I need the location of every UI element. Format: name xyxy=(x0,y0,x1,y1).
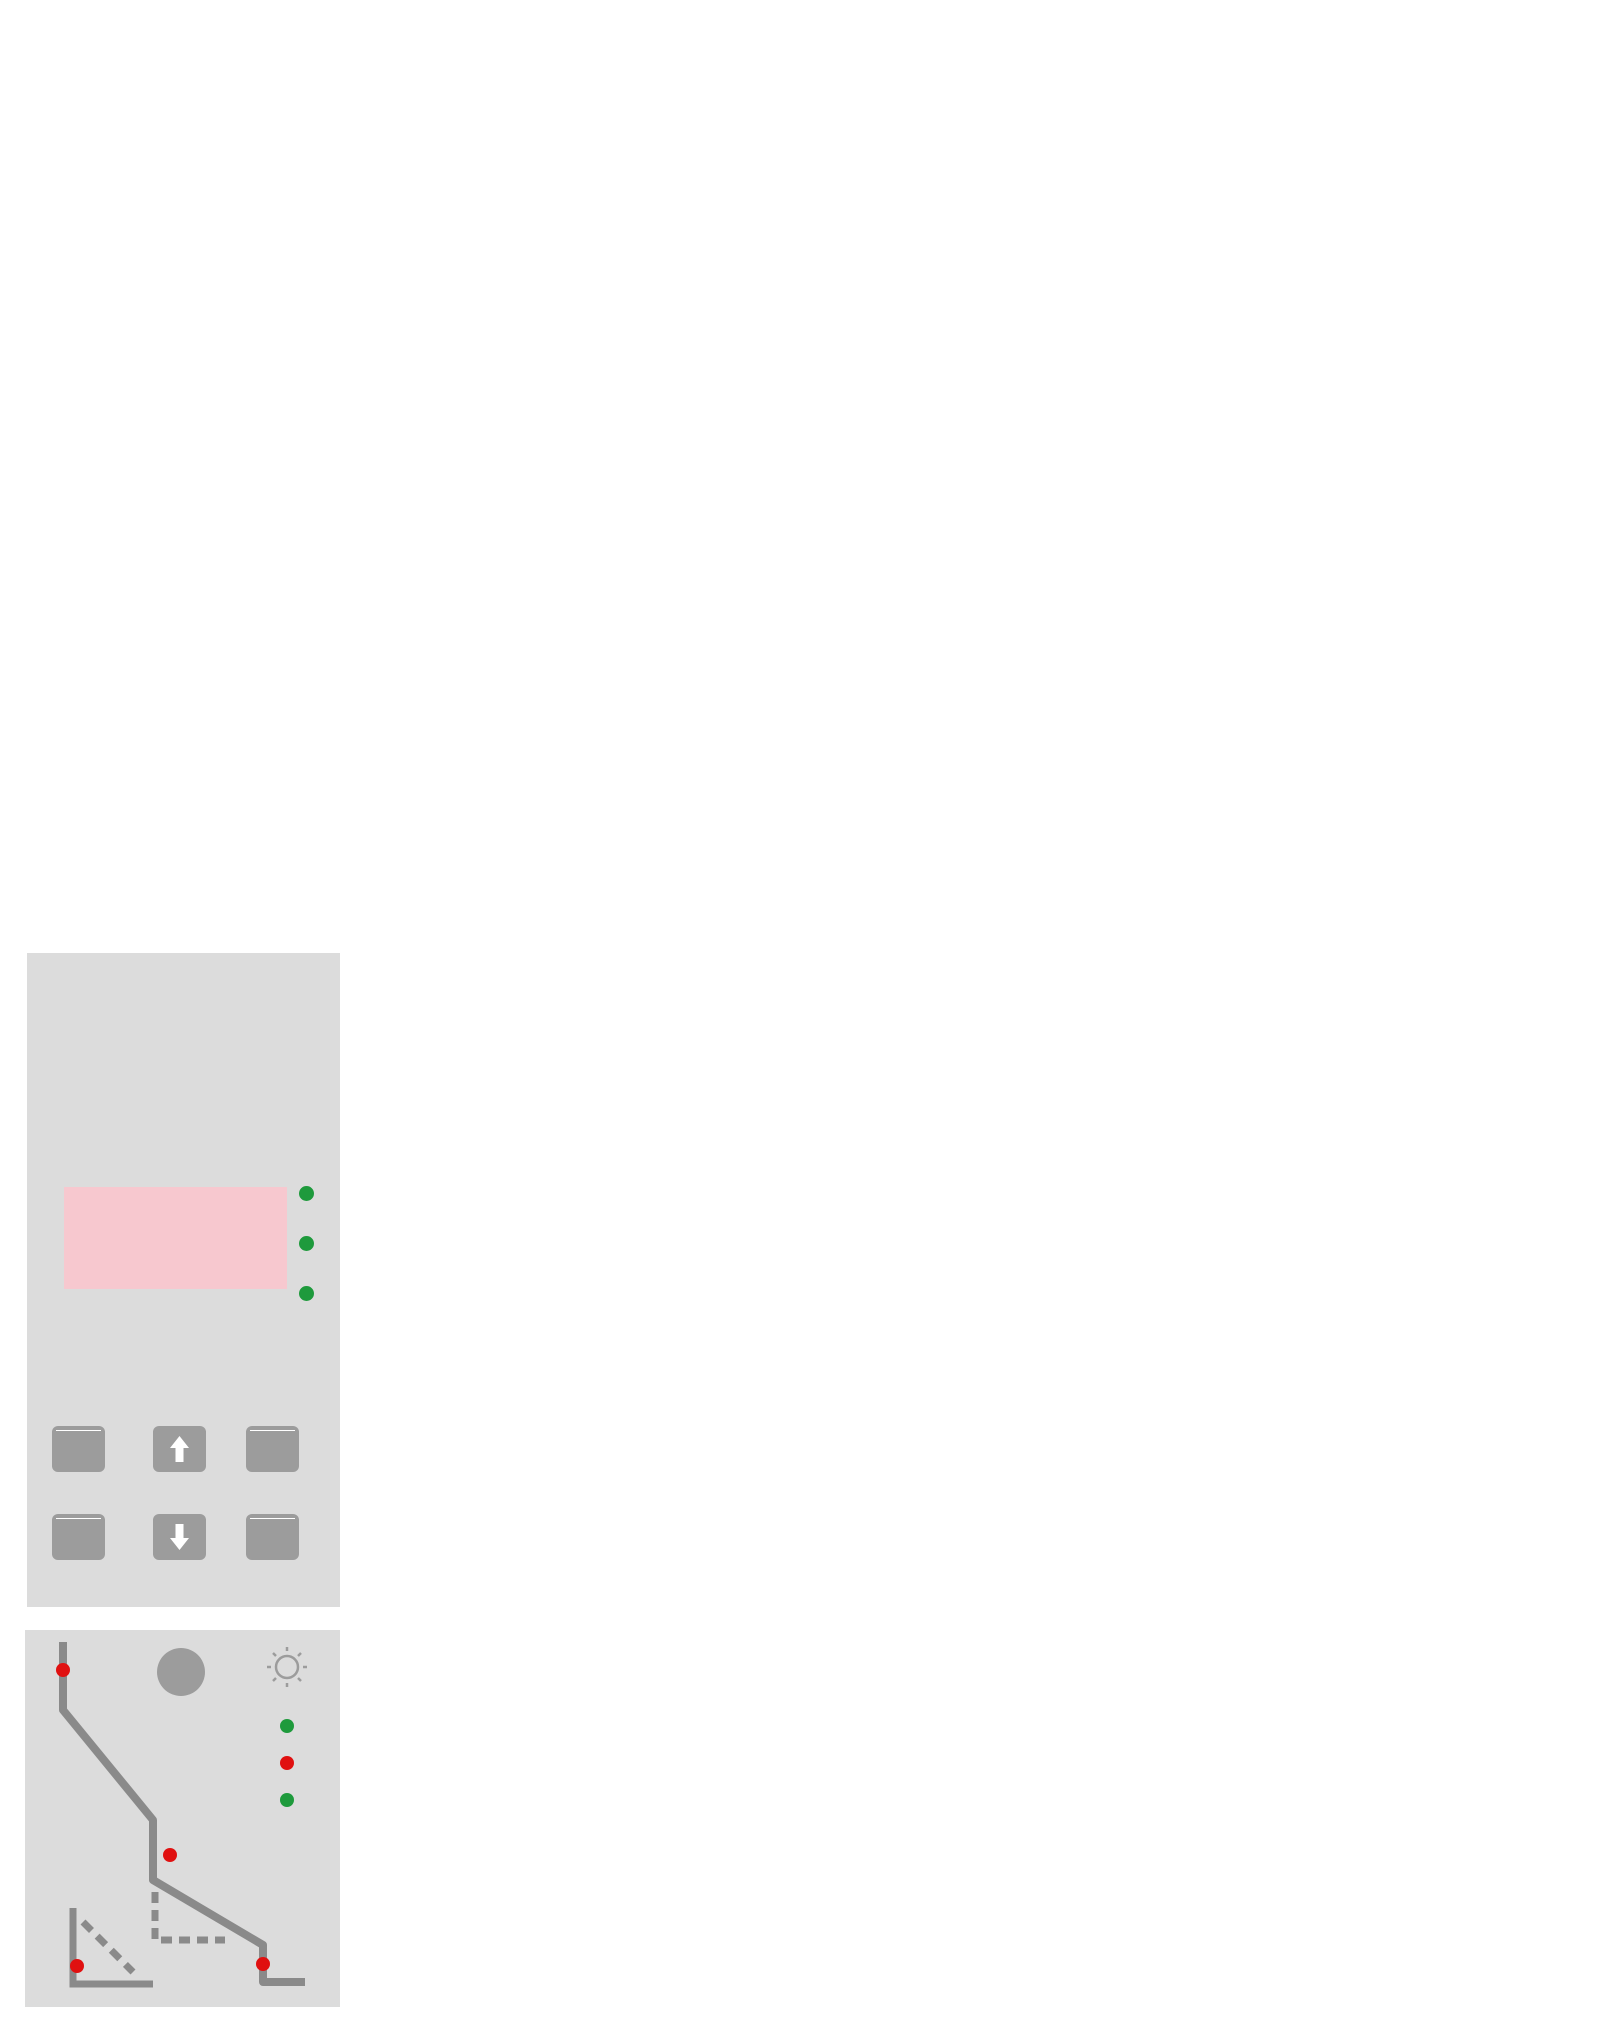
check-button-en xyxy=(56,1518,101,1519)
led-comm-icon xyxy=(280,1793,294,1807)
led-alarm-icon xyxy=(280,1756,294,1770)
check-button[interactable] xyxy=(52,1514,105,1560)
led-a-icon xyxy=(299,1186,314,1201)
down-button[interactable] xyxy=(153,1514,206,1560)
reset-button[interactable] xyxy=(246,1426,299,1472)
reset-sun-icon xyxy=(267,1647,307,1687)
led-ka-icon xyxy=(299,1236,314,1251)
led-ii-icon xyxy=(256,1957,270,1971)
enter-button-en xyxy=(250,1518,295,1519)
up-button[interactable] xyxy=(153,1426,206,1472)
digital-display xyxy=(64,1187,287,1289)
controller-panel xyxy=(27,953,340,1607)
seven-segment-digits xyxy=(64,1187,287,1289)
led-s-icon xyxy=(299,1286,314,1301)
test-button[interactable] xyxy=(157,1648,205,1696)
set-button[interactable] xyxy=(52,1426,105,1472)
led-ir-icon xyxy=(56,1663,70,1677)
set-button-en xyxy=(56,1430,101,1431)
protection-curve-panel xyxy=(25,1630,340,2007)
led-run-icon xyxy=(280,1719,294,1733)
arrow-down-icon xyxy=(153,1514,206,1560)
arrow-up-icon xyxy=(153,1426,206,1472)
led-isd-icon xyxy=(163,1848,177,1862)
led-ig-icon xyxy=(70,1959,84,1973)
enter-button[interactable] xyxy=(246,1514,299,1560)
reset-button-en xyxy=(250,1430,295,1431)
